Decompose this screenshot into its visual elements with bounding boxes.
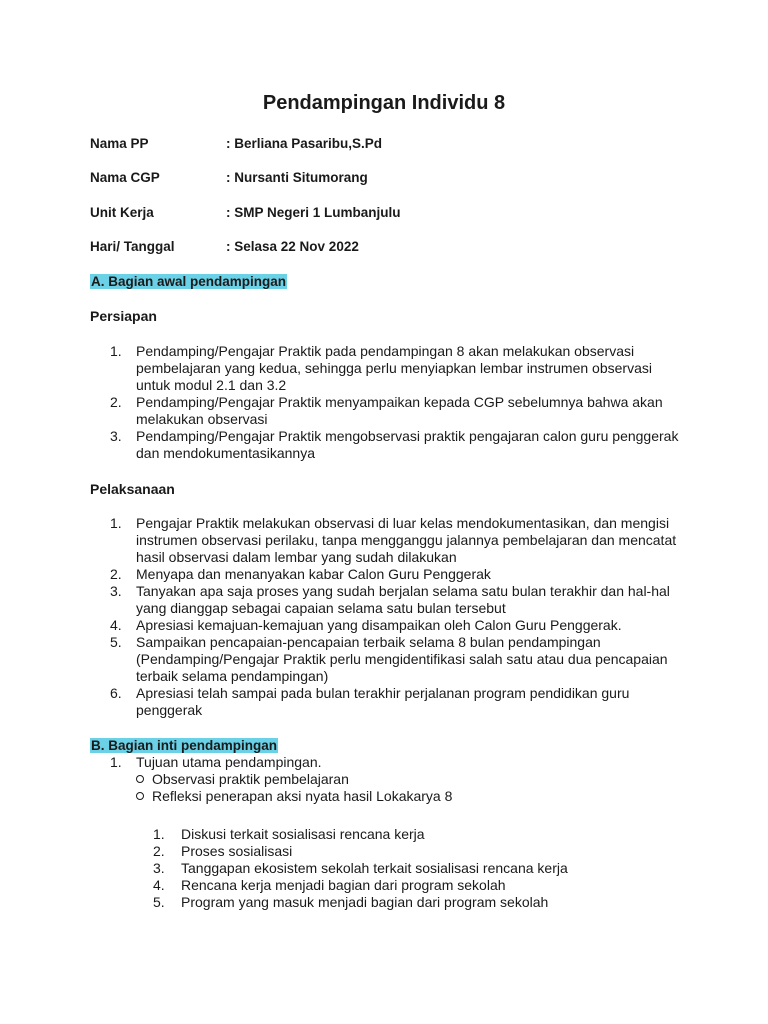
list-item-text: Menyapa dan menanyakan kabar Calon Guru Penggerak — [136, 566, 491, 582]
list-item — [90, 771, 680, 788]
info-label: Unit Kerja — [90, 205, 154, 220]
list-number: 1. — [110, 343, 122, 359]
circle-bullet-icon — [136, 792, 144, 800]
list-item-text: Observasi praktik pembelajaran — [152, 771, 349, 787]
list-item — [90, 788, 680, 805]
list-item — [90, 515, 680, 566]
list-item-text: Pendamping/Pengajar Praktik menyampaikan kepada CGP sebelumnya bahwa akan melakukan observasi — [136, 394, 663, 427]
list-number: 3. — [110, 428, 122, 444]
list-item — [90, 566, 680, 583]
section-a-heading — [90, 274, 287, 289]
list-number: 2. — [110, 394, 122, 410]
info-label: Nama PP — [90, 136, 149, 151]
list-item — [90, 894, 680, 911]
page-title: Pendampingan Individu 8 — [262, 92, 506, 114]
list-item — [90, 877, 680, 894]
section-a-heading-text: A. Bagian awal pendampingan — [91, 274, 287, 289]
list-item-text: Apresiasi kemajuan-kemajuan yang disampaikan oleh Calon Guru Penggerak. — [136, 617, 622, 633]
section-b-heading-text: B. Bagian inti pendampingan — [91, 738, 278, 753]
persiapan-heading: Persiapan — [90, 308, 157, 324]
tujuan-bullet-list — [90, 771, 680, 805]
info-label: Hari/ Tanggal — [90, 239, 175, 254]
list-item-text: Pengajar Praktik melakukan observasi di luar kelas mendokumentasikan, dan mengisi instrumen observasi perilaku, tanpa mengganggu jalannya pembelajaran dan mencatat hasil observasi dalam lembar yang sudah dilakukan — [136, 515, 677, 565]
list-item — [90, 860, 680, 877]
list-number: 3. — [110, 583, 122, 599]
list-item-text: Tanggapan ekosistem sekolah terkait sosialisasi rencana kerja — [181, 860, 568, 876]
list-item — [90, 343, 680, 394]
list-number: 4. — [153, 877, 165, 893]
section-b-list — [90, 754, 680, 771]
list-item-text: Refleksi penerapan aksi nyata hasil Lokakarya 8 — [152, 788, 453, 804]
list-item-text: Sampaikan pencapaian-pencapaian terbaik selama 8 bulan pendampingan (Pendamping/Pengajar Praktik perlu mengidentifikasi salah satu atau dua pencapaian terbaik selama pendampingan) — [136, 634, 668, 684]
list-item-text: Apresiasi telah sampai pada bulan terakhir perjalanan program pendidikan guru penggerak — [136, 685, 630, 718]
refleksi-nested-list — [90, 826, 680, 911]
circle-bullet-icon — [136, 775, 144, 783]
section-b-heading — [90, 738, 278, 753]
list-item — [90, 394, 680, 428]
info-value: : Nursanti Situmorang — [226, 170, 368, 185]
list-item-text: Pendamping/Pengajar Praktik pada pendampingan 8 akan melakukan observasi pembelajaran yang kedua, sehingga perlu menyiapkan lembar instrumen observasi untuk modul 2.1 dan 3.2 — [136, 343, 652, 393]
list-item — [90, 826, 680, 843]
list-number: 5. — [110, 634, 122, 650]
pelaksanaan-heading: Pelaksanaan — [90, 481, 175, 497]
list-item-text: Rencana kerja menjadi bagian dari program sekolah — [181, 877, 506, 893]
list-number: 4. — [110, 617, 122, 633]
list-item-text: Diskusi terkait sosialisasi rencana kerja — [181, 826, 425, 842]
list-number: 5. — [153, 894, 165, 910]
list-item — [90, 617, 680, 634]
list-item-text: Tujuan utama pendampingan. — [136, 754, 322, 770]
info-value: : Selasa 22 Nov 2022 — [226, 239, 359, 254]
list-item — [90, 634, 680, 685]
list-number: 1. — [110, 754, 122, 770]
list-item-text: Pendamping/Pengajar Praktik mengobservasi praktik pengajaran calon guru penggerak dan mendokumentasikannya — [136, 428, 679, 461]
info-label: Nama CGP — [90, 170, 160, 185]
persiapan-list — [90, 343, 680, 462]
list-item — [90, 754, 680, 771]
list-item — [90, 428, 680, 462]
list-number: 6. — [110, 685, 122, 701]
list-number: 2. — [110, 566, 122, 582]
list-number: 1. — [153, 826, 165, 842]
info-value: : Berliana Pasaribu,S.Pd — [226, 136, 383, 151]
list-number: 3. — [153, 860, 165, 876]
list-item — [90, 583, 680, 617]
list-item-text: Program yang masuk menjadi bagian dari program sekolah — [181, 894, 549, 910]
list-item-text: Proses sosialisasi — [181, 843, 293, 859]
list-item — [90, 685, 680, 719]
info-value: : SMP Negeri 1 Lumbanjulu — [226, 205, 401, 220]
list-item — [90, 843, 680, 860]
list-number: 2. — [153, 843, 165, 859]
list-item-text: Tanyakan apa saja proses yang sudah berjalan selama satu bulan terakhir dan hal-hal yang dianggap sebagai capaian selama satu bulan tersebut — [136, 583, 670, 616]
list-number: 1. — [110, 515, 122, 531]
pelaksanaan-list — [90, 515, 680, 719]
